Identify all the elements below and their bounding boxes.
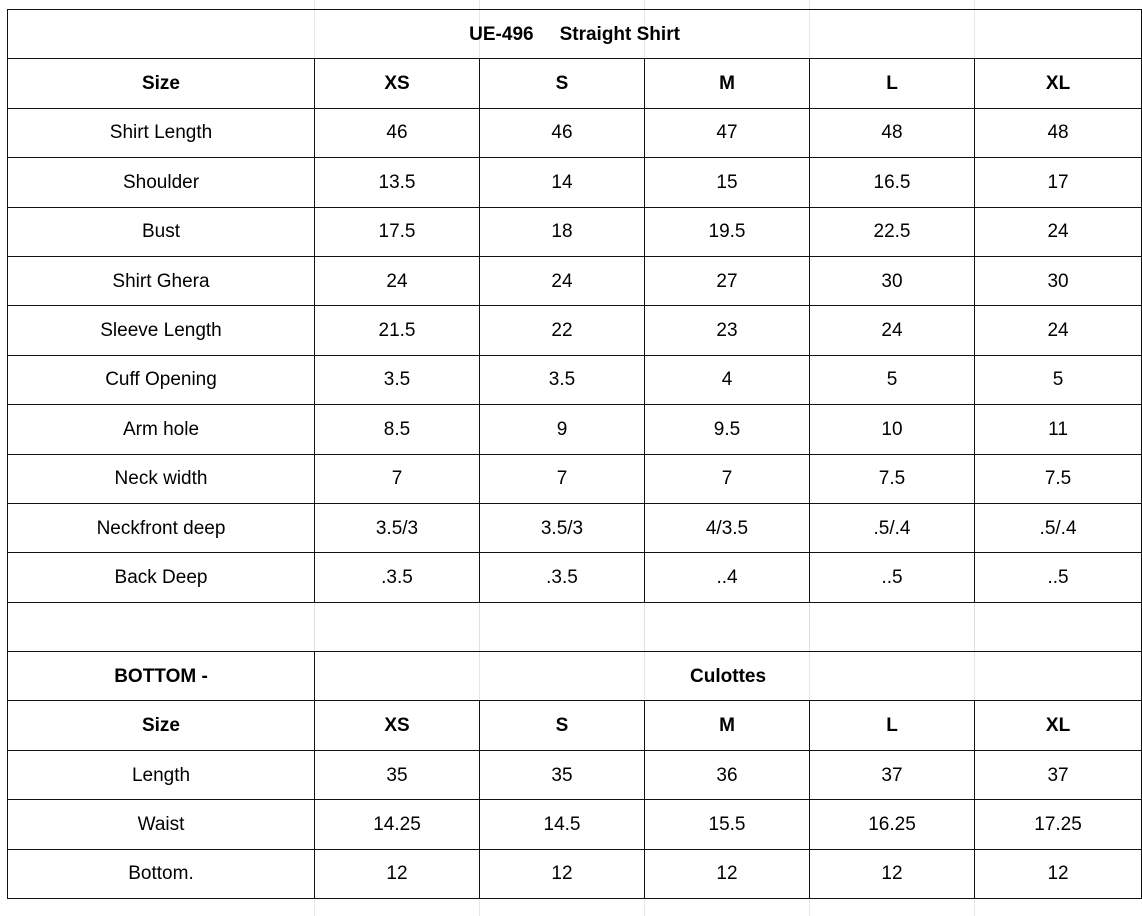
measurement-label: Shirt Length (8, 108, 315, 157)
measurement-value: 12 (315, 849, 480, 898)
measurement-value: 23 (645, 306, 810, 355)
empty-cell (975, 602, 1142, 651)
product-name: Straight Shirt (559, 23, 680, 45)
measurement-value: 24 (810, 306, 975, 355)
size-header-l: L (810, 59, 975, 108)
measurement-value: 36 (645, 750, 810, 799)
measurement-value: 13.5 (315, 158, 480, 207)
measurement-value: 24 (315, 256, 480, 305)
size-header-l: L (810, 701, 975, 750)
measurement-label: Bust (8, 207, 315, 256)
measurement-value: 22.5 (810, 207, 975, 256)
product-code: UE-496 (469, 23, 534, 45)
measurement-value: .3.5 (315, 553, 480, 602)
measurement-value: 46 (480, 108, 645, 157)
measurement-label: Cuff Opening (8, 355, 315, 404)
empty-cell (480, 602, 645, 651)
measurement-row (8, 158, 1142, 207)
empty-cell (645, 602, 810, 651)
measurement-value: 19.5 (645, 207, 810, 256)
measurement-value: ..5 (975, 553, 1142, 602)
bottom-size-header-row (8, 701, 1142, 750)
measurement-value: 9 (480, 405, 645, 454)
size-header-xs: XS (315, 701, 480, 750)
measurement-value: 7 (645, 454, 810, 503)
measurement-value: 4 (645, 355, 810, 404)
blank-row (8, 602, 1142, 651)
measurement-value: 3.5 (480, 355, 645, 404)
measurement-value: 21.5 (315, 306, 480, 355)
measurement-value: 14.25 (315, 800, 480, 849)
measurement-row (8, 454, 1142, 503)
size-chart-table (7, 9, 1142, 899)
measurement-value: 5 (975, 355, 1142, 404)
top-size-header-row (8, 59, 1142, 108)
size-header-xs: XS (315, 59, 480, 108)
bottom-section-label: BOTTOM - (8, 652, 315, 701)
measurement-row (8, 256, 1142, 305)
measurement-value: 27 (645, 256, 810, 305)
measurement-value: 16.5 (810, 158, 975, 207)
measurement-value: 8.5 (315, 405, 480, 454)
measurement-label: Back Deep (8, 553, 315, 602)
measurement-value: 4/3.5 (645, 503, 810, 552)
measurement-value: 35 (315, 750, 480, 799)
measurement-value: 12 (810, 849, 975, 898)
measurement-value: 37 (810, 750, 975, 799)
measurement-value: 15 (645, 158, 810, 207)
measurement-row (8, 503, 1142, 552)
measurement-value: 11 (975, 405, 1142, 454)
measurement-value: 7.5 (810, 454, 975, 503)
measurement-value: 24 (480, 256, 645, 305)
measurement-row (8, 750, 1142, 799)
measurement-value: 3.5 (315, 355, 480, 404)
bottom-section-row (8, 652, 1142, 701)
measurement-value: 48 (975, 108, 1142, 157)
size-header-xl: XL (975, 59, 1142, 108)
measurement-value: 30 (975, 256, 1142, 305)
size-header-label: Size (8, 701, 315, 750)
measurement-value: 14.5 (480, 800, 645, 849)
measurement-value: 12 (480, 849, 645, 898)
measurement-row (8, 800, 1142, 849)
size-header-label: Size (8, 59, 315, 108)
measurement-value: 12 (975, 849, 1142, 898)
empty-cell (8, 602, 315, 651)
measurement-value: 22 (480, 306, 645, 355)
measurement-row (8, 306, 1142, 355)
measurement-label: Neck width (8, 454, 315, 503)
measurement-value: .5/.4 (975, 503, 1142, 552)
measurement-label: Bottom. (8, 849, 315, 898)
measurement-value: 17.5 (315, 207, 480, 256)
measurement-value: 5 (810, 355, 975, 404)
size-header-xl: XL (975, 701, 1142, 750)
measurement-value: 3.5/3 (480, 503, 645, 552)
measurement-row (8, 207, 1142, 256)
measurement-row (8, 849, 1142, 898)
empty-cell (810, 602, 975, 651)
measurement-label: Neckfront deep (8, 503, 315, 552)
product-title (8, 10, 1142, 59)
measurement-value: 18 (480, 207, 645, 256)
measurement-value: 7 (480, 454, 645, 503)
measurement-label: Arm hole (8, 405, 315, 454)
measurement-value: 48 (810, 108, 975, 157)
measurement-value: 17.25 (975, 800, 1142, 849)
measurement-value: 37 (975, 750, 1142, 799)
size-header-m: M (645, 701, 810, 750)
measurement-value: 17 (975, 158, 1142, 207)
measurement-value: 24 (975, 207, 1142, 256)
measurement-label: Sleeve Length (8, 306, 315, 355)
size-header-m: M (645, 59, 810, 108)
measurement-label: Length (8, 750, 315, 799)
measurement-value: 7 (315, 454, 480, 503)
measurement-value: 30 (810, 256, 975, 305)
measurement-value: .5/.4 (810, 503, 975, 552)
measurement-value: .3.5 (480, 553, 645, 602)
measurement-row (8, 355, 1142, 404)
measurement-row (8, 108, 1142, 157)
measurement-label: Shirt Ghera (8, 256, 315, 305)
measurement-value: 24 (975, 306, 1142, 355)
measurement-value: 46 (315, 108, 480, 157)
bottom-style-name: Culottes (315, 652, 1142, 701)
measurement-label: Shoulder (8, 158, 315, 207)
size-header-s: S (480, 59, 645, 108)
measurement-label: Waist (8, 800, 315, 849)
measurement-value: 14 (480, 158, 645, 207)
measurement-value: 3.5/3 (315, 503, 480, 552)
measurement-value: 35 (480, 750, 645, 799)
size-header-s: S (480, 701, 645, 750)
measurement-value: 47 (645, 108, 810, 157)
measurement-value: 10 (810, 405, 975, 454)
empty-cell (315, 602, 480, 651)
measurement-value: ..5 (810, 553, 975, 602)
measurement-value: 7.5 (975, 454, 1142, 503)
measurement-value: 12 (645, 849, 810, 898)
title-row (8, 10, 1142, 59)
measurement-row (8, 553, 1142, 602)
measurement-value: ..4 (645, 553, 810, 602)
measurement-value: 16.25 (810, 800, 975, 849)
measurement-row (8, 405, 1142, 454)
measurement-value: 15.5 (645, 800, 810, 849)
measurement-value: 9.5 (645, 405, 810, 454)
